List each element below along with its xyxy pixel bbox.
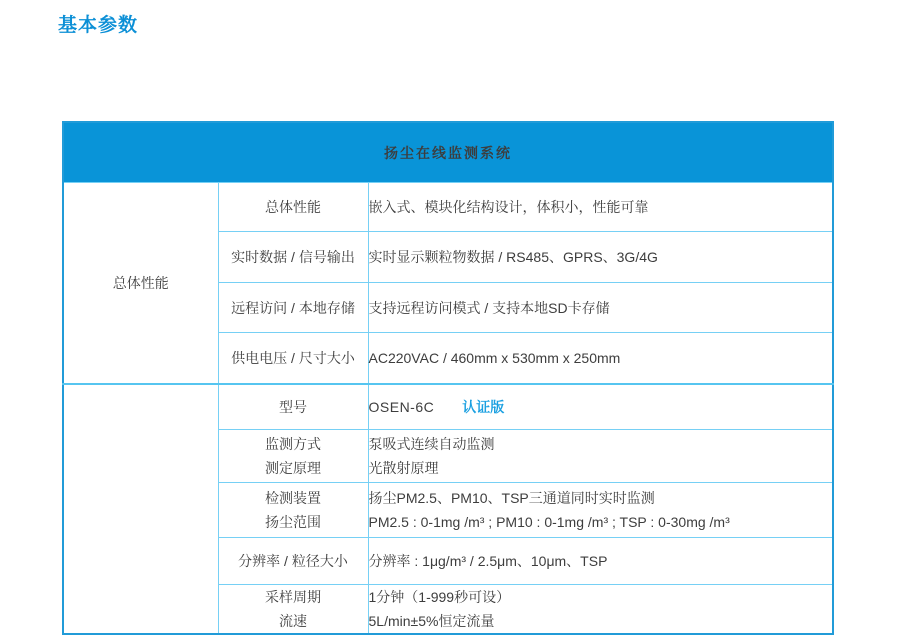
group-cell-overall-performance: 总体性能 (63, 183, 218, 385)
value-line-2: 光散射原理 (368, 460, 439, 476)
value-cell: AC220VAC / 460mm x 530mm x 250mm (368, 333, 833, 385)
value-line-1: 泵吸式连续自动监测 (368, 436, 495, 452)
value-cell: 分辨率 : 1μg/m³ / 2.5μm、10μm、TSP (368, 538, 833, 585)
param-cell: 远程访问 / 本地存储 (218, 283, 368, 333)
param-cell: 实时数据 / 信号输出 (218, 232, 368, 283)
param-line-2: 扬尘范围 (265, 514, 321, 530)
group-cell-instrument (63, 384, 218, 634)
value-cell-model (368, 384, 833, 430)
param-cell: 总体性能 (218, 183, 368, 232)
value-line-2: PM2.5 : 0-1mg /m³ ; PM10 : 0-1mg /m³ ; TSP : 0-30mg /m³ (368, 514, 730, 530)
table-row (63, 384, 833, 430)
model-number: OSEN-6C (368, 399, 435, 415)
value-cell (368, 483, 833, 538)
value-cell (368, 430, 833, 483)
value-cell: 支持远程访问模式 / 支持本地SD卡存储 (368, 283, 833, 333)
param-line-1: 采样周期 (265, 589, 321, 605)
table-row (63, 183, 833, 232)
value-line-2: 5L/min±5%恒定流量 (368, 613, 495, 629)
spec-table (62, 121, 834, 635)
certified-version-link[interactable]: 认证版 (462, 399, 505, 415)
param-cell (218, 483, 368, 538)
param-cell: 供电电压 / 尺寸大小 (218, 333, 368, 385)
table-title: 扬尘在线监测系统 (63, 122, 833, 183)
param-line-1: 检测装置 (265, 490, 321, 506)
value-line-1: 1分钟（1-999秒可设） (368, 589, 511, 605)
param-line-1: 监测方式 (265, 436, 321, 452)
param-cell (218, 585, 368, 635)
table-header-row (63, 122, 833, 183)
param-line-2: 测定原理 (265, 460, 321, 476)
param-line-2: 流速 (279, 613, 307, 629)
param-cell (218, 430, 368, 483)
page-title: 基本参数 (58, 15, 139, 36)
param-cell: 分辨率 / 粒径大小 (218, 538, 368, 585)
value-cell (368, 585, 833, 635)
value-cell: 嵌入式、模块化结构设计，体积小，性能可靠 (368, 183, 833, 232)
value-cell: 实时显示颗粒物数据 / RS485、GPRS、3G/4G (368, 232, 833, 283)
param-cell: 型号 (218, 384, 368, 430)
value-line-1: 扬尘PM2.5、PM10、TSP三通道同时实时监测 (368, 490, 655, 506)
